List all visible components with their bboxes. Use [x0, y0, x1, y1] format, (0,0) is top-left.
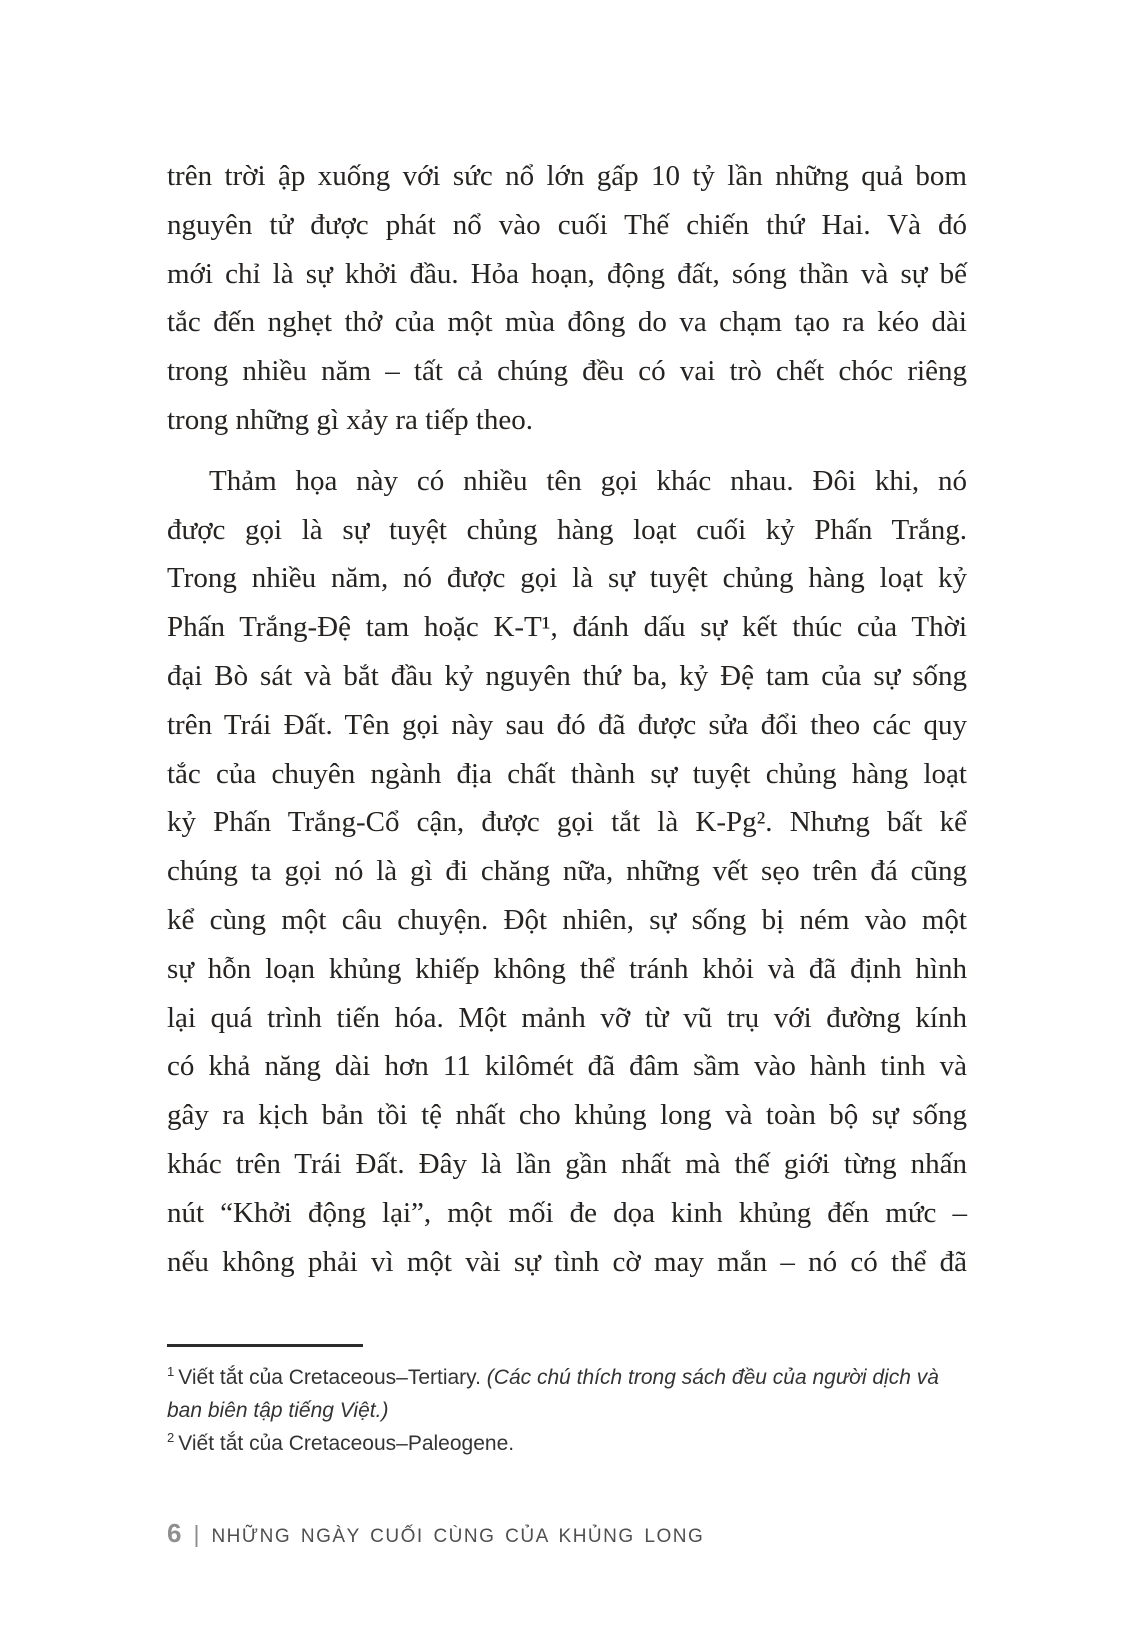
paragraph-1 — [167, 152, 967, 445]
text-line: sự hỗn loạn khủng khiếp không thể tránh khỏi và đã định hình — [167, 952, 967, 985]
running-title: NHỮNG NGÀY CUỐI CÙNG CỦA KHỦNG LONG — [211, 1526, 705, 1547]
text-line: có khả năng dài hơn 11 kilômét đã đâm sầm vào hành tinh và — [167, 1050, 967, 1083]
text-line: trong những gì xảy ra tiếp theo. — [167, 403, 534, 436]
footnote-2-text: Viết tắt của Cretaceous–Paleogene. — [178, 1432, 515, 1456]
page-number: 6 — [167, 1518, 182, 1548]
text-line: đại Bò sát và bắt đầu kỷ nguyên thứ ba, kỷ Đệ tam của sự sống — [167, 659, 967, 692]
text-line: mới chỉ là sự khởi đầu. Hỏa hoạn, động đất, sóng thần và sự bế — [167, 257, 967, 290]
text-line: kỷ Phấn Trắng-Cổ cận, được gọi tắt là K-Pg². Nhưng bất kể — [167, 806, 967, 839]
text-line: khác trên Trái Đất. Đây là lần gần nhất mà thế giới từng nhấn — [167, 1147, 967, 1180]
text-line: kể cùng một câu chuyện. Đột nhiên, sự sống bị ném vào một — [167, 903, 967, 936]
text-line: Trong nhiều năm, nó được gọi là sự tuyệt chủng hàng loạt kỷ — [167, 562, 967, 595]
text-line: tắc đến nghẹt thở của một mùa đông do va chạm tạo ra kéo dài — [167, 306, 967, 339]
text-line: tắc của chuyên ngành địa chất thành sự tuyệt chủng hàng loạt — [167, 757, 967, 790]
text-line: được gọi là sự tuyệt chủng hàng loạt cuối kỷ Phấn Trắng. — [167, 513, 967, 546]
footnote-1-marker: 1 — [167, 1364, 175, 1380]
page-footer — [167, 1518, 704, 1549]
text-line: nếu không phải vì một vài sự tình cờ may mắn – nó có thể đã — [167, 1245, 967, 1278]
footnote-separator-rule — [167, 1344, 363, 1347]
footnote-1-italic-note: (Các chú thích trong sách đều của người dịch và ban biên tập tiếng Việt.) — [167, 1366, 939, 1423]
footnote-2-marker: 2 — [167, 1430, 175, 1446]
text-line: chúng ta gọi nó là gì đi chăng nữa, những vết sẹo trên đá cũng — [167, 855, 967, 888]
text-line: nút “Khởi động lại”, một mối đe dọa kinh khủng đến mức – — [167, 1196, 967, 1229]
text-line: trên Trái Đất. Tên gọi này sau đó đã được sửa đổi theo các quy — [167, 708, 967, 741]
footnote-2 — [167, 1427, 967, 1460]
text-line: trong nhiều năm – tất cả chúng đều có vai trò chết chóc riêng — [167, 355, 967, 388]
text-line: lại quá trình tiến hóa. Một mảnh vỡ từ vũ trụ với đường kính — [167, 1001, 967, 1034]
page-body — [167, 152, 967, 1460]
text-line: trên trời ập xuống với sức nổ lớn gấp 10 tỷ lần những quả bom — [167, 160, 967, 192]
footer-separator-bar: | — [193, 1521, 200, 1547]
text-line: Phấn Trắng-Đệ tam hoặc K-T¹, đánh dấu sự kết thúc của Thời — [167, 611, 967, 644]
footnote-1 — [167, 1361, 967, 1427]
footnote-1-text: Viết tắt của Cretaceous–Tertiary. — [178, 1366, 487, 1390]
text-line: Thảm họa này có nhiều tên gọi khác nhau. Đôi khi, nó — [209, 464, 967, 497]
paragraph-2 — [167, 457, 967, 1287]
footnotes-block — [167, 1361, 967, 1460]
text-line: nguyên tử được phát nổ vào cuối Thế chiến thứ Hai. Và đó — [167, 208, 967, 241]
text-line: gây ra kịch bản tồi tệ nhất cho khủng long và toàn bộ sự sống — [167, 1099, 967, 1132]
